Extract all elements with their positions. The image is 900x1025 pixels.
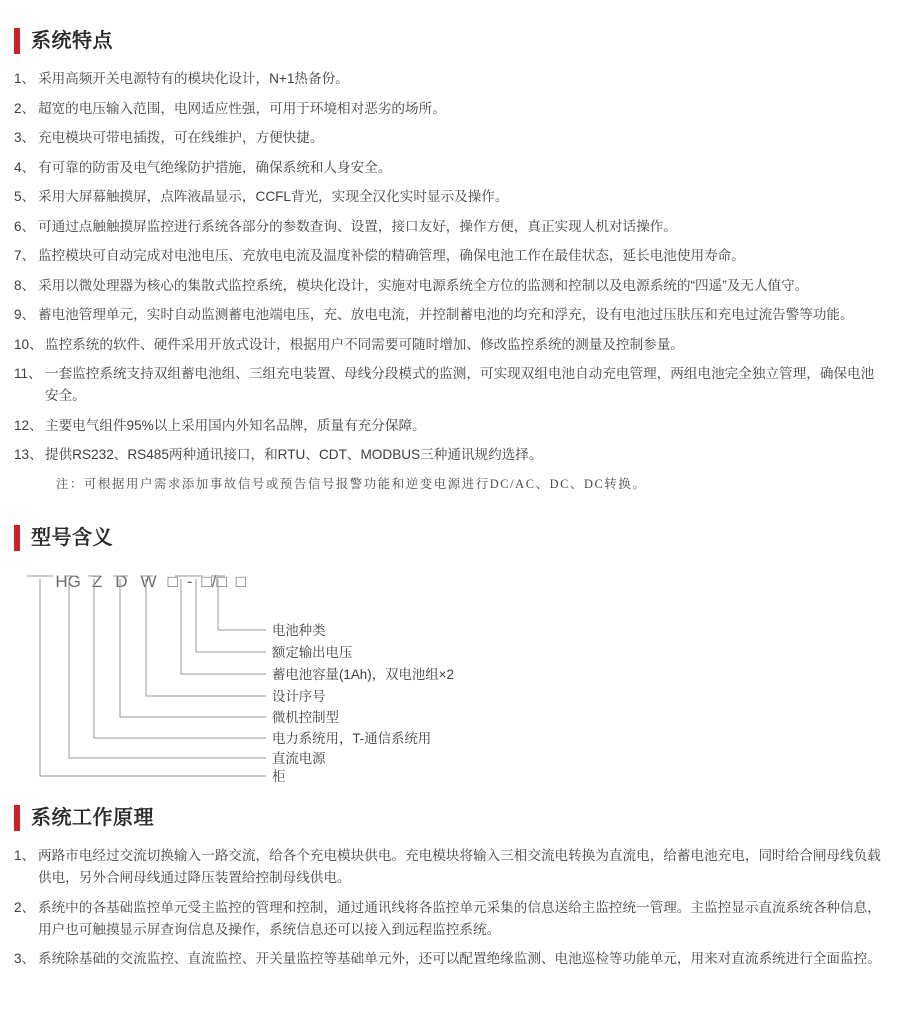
list-item <box>14 245 886 267</box>
list-item-text: 可通过点触触摸屏监控进行系统各部分的参数查询、设置，接口友好，操作方便，真正实现人机对话操作。 <box>38 218 677 234</box>
list-item-number: 6、 <box>14 218 36 234</box>
accent-bar-icon <box>14 525 20 551</box>
model-label-cabinet: 柜 <box>272 769 286 784</box>
features-section-heading <box>14 28 113 54</box>
code-segment-box1: □ <box>167 572 178 591</box>
model-label-micro-control: 微机控制型 <box>272 710 339 725</box>
list-item-number: 13、 <box>14 447 43 463</box>
list-item-number: 2、 <box>14 899 36 915</box>
list-item <box>14 897 886 941</box>
model-label-battery-type: 电池种类 <box>272 623 326 638</box>
list-item <box>14 157 886 179</box>
list-item-number: 12、 <box>14 417 43 433</box>
model-label-battery-capacity: 蓄电池容量(1Ah)，双电池组×2 <box>272 667 454 682</box>
list-item-text: 监控系统的软件、硬件采用开放式设计，根据用户不同需要可随时增加、修改监控系统的测量及控制参量。 <box>45 336 684 352</box>
list-item <box>14 127 886 149</box>
list-item <box>14 275 886 297</box>
model-label-rated-voltage: 额定输出电压 <box>272 645 353 660</box>
list-item-text: 采用高频开关电源特有的模块化设计，N+1热备份。 <box>38 71 349 86</box>
list-item-text: 充电模块可带电插拨，可在线维护，方便快捷。 <box>38 130 324 146</box>
list-item-text: 系统除基础的交流监控、直流监控、开关量监控等基础单元外，还可以配置绝缘监测、电池巡检等功能单元，用来对直流系统进行全面监控。 <box>38 951 881 967</box>
code-segment-hg: HG <box>55 572 81 591</box>
list-item <box>14 68 886 90</box>
list-item <box>14 444 886 466</box>
list-item-number: 1、 <box>14 71 36 86</box>
list-item-text: 系统中的各基础监控单元受主监控的管理和控制，通过通讯线将各监控单元采集的信息送给主监控统一管理。主监控显示直流系统各种信息，用户也可触摸显示屏查询信息及操作，系统信息还可以接入到远程监控系统。 <box>38 899 881 937</box>
list-item-number: 11、 <box>14 366 42 382</box>
list-item-number: 1、 <box>14 848 36 863</box>
list-item-text: 采用大屏幕触摸屏，点阵液晶显示，CCFL背光，实现全汉化实时显示及操作。 <box>38 189 509 205</box>
model-label-design-serial: 设计序号 <box>272 689 326 704</box>
code-segment-box-pair: □/□ <box>201 572 227 591</box>
list-item <box>14 334 886 356</box>
features-heading-text: 系统特点 <box>31 30 113 52</box>
accent-bar-icon <box>14 805 20 831</box>
list-item <box>14 415 886 437</box>
list-item-text: 超宽的电压输入范围，电网适应性强，可用于环境相对恶劣的场所。 <box>38 100 446 116</box>
list-item-text: 有可靠的防雷及电气绝缘防护措施，确保系统和人身安全。 <box>38 159 392 175</box>
list-item-text: 监控模块可自动完成对电池电压、充放电电流及温度补偿的精确管理，确保电池工作在最佳状态，延长电池使用寿命。 <box>38 248 745 264</box>
list-item <box>14 948 886 970</box>
model-label-dc-power: 直流电源 <box>272 751 326 766</box>
list-item-number: 3、 <box>14 951 36 967</box>
list-item <box>14 845 886 889</box>
list-item-text: 两路市电经过交流切换输入一路交流，给各个充电模块供电。充电模块将输入三相交流电转换为直流电，给蓄电池充电，同时给合闸母线负载供电，另外合闸母线通过降压装置给控制母线供电。 <box>38 848 881 886</box>
code-segment-w: W <box>140 572 157 591</box>
code-segment-d: D <box>115 572 128 591</box>
code-segment-z: Z <box>91 572 103 591</box>
list-item <box>14 98 886 120</box>
list-item-number: 5、 <box>14 189 36 205</box>
principle-heading-text: 系统工作原理 <box>31 807 154 829</box>
accent-bar-icon <box>14 28 20 54</box>
list-item-number: 2、 <box>14 100 36 116</box>
list-item-number: 3、 <box>14 130 36 146</box>
model-heading-text: 型号含义 <box>31 527 113 549</box>
principle-section-heading <box>14 805 154 831</box>
list-item <box>14 363 886 407</box>
list-item-text: 一套监控系统支持双组蓄电池组、三组充电装置、母线分段模式的监测，可实现双组电池自动充电管理，两组电池完全独立管理，确保电池安全。 <box>45 366 875 404</box>
list-item-number: 8、 <box>14 277 36 293</box>
features-note-row <box>14 474 886 494</box>
list-item-text: 主要电气组件95%以上采用国内外知名品牌，质量有充分保障。 <box>45 417 426 433</box>
list-item-number: 7、 <box>14 248 36 264</box>
list-item <box>14 304 886 326</box>
principle-list <box>14 845 886 978</box>
list-item <box>14 216 886 238</box>
code-segment-box-last: □ <box>235 572 247 591</box>
features-list <box>14 68 886 494</box>
features-note-text: 注：可根据用户需求添加事故信号或预告信号报警功能和逆变电源进行DC/AC、DC、DC转换。 <box>56 476 647 491</box>
list-item-number: 10、 <box>14 336 43 352</box>
model-label-power-system-use: 电力系统用，T-通信系统用 <box>272 731 432 746</box>
model-section-heading <box>14 525 113 551</box>
list-item <box>14 186 886 208</box>
model-code-diagram <box>0 556 640 784</box>
list-item-text: 采用以微处理器为核心的集散式监控系统，模块化设计，实施对电源系统全方位的监测和控制以及电源系统的“四遥”及无人值守。 <box>38 277 809 293</box>
list-item-text: 提供RS232、RS485两种通讯接口，和RTU、CDT、MODBUS三种通讯规约选择。 <box>45 447 543 463</box>
list-item-number: 9、 <box>14 307 36 323</box>
code-segment-dash: - <box>186 572 193 591</box>
list-item-text: 蓄电池管理单元，实时自动监测蓄电池端电压，充、放电电流，并控制蓄电池的均充和浮充，设有电池过压肤压和充电过流告警等功能。 <box>38 307 854 323</box>
list-item-number: 4、 <box>14 159 36 175</box>
